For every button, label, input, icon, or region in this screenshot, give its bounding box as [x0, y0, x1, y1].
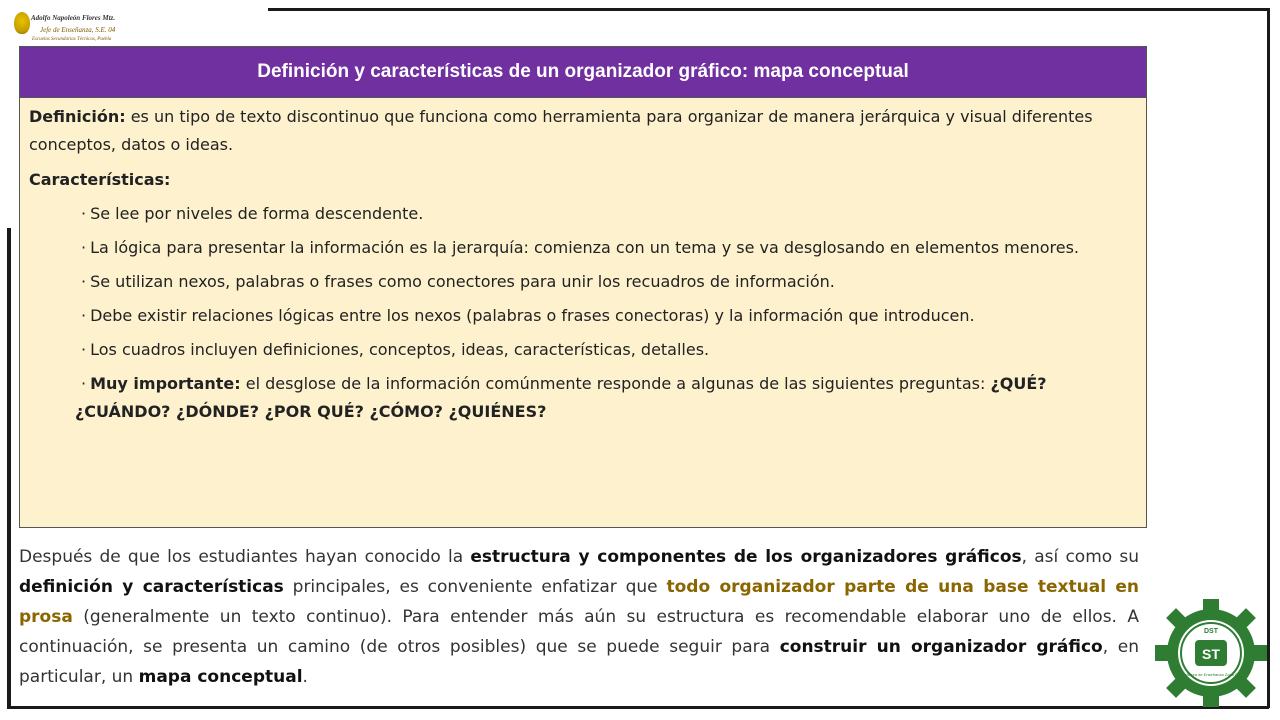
list-item: · Los cuadros incluyen definiciones, conceptos, ideas, características, detalles.: [81, 340, 710, 359]
frame-line-left: [7, 228, 11, 708]
definition-text: es un tipo de texto discontinuo que funciona como herramienta para organizar de manera jerárquica y visual diferentes conceptos, datos o ideas.: [29, 107, 1093, 154]
important-questions: ¿QUÉ? ¿CUÁNDO? ¿DÓNDE? ¿POR QUÉ? ¿CÓMO? ¿QUIÉNES?: [75, 374, 1047, 421]
logo-role: Jefe de Enseñanza, S.E. 04: [40, 26, 116, 34]
important-text: el desglose de la información comúnmente responde a algunas de las siguientes preguntas:: [240, 374, 991, 393]
characteristics-list: [29, 200, 1132, 426]
gear-seal-graphic: [1152, 596, 1270, 710]
list-item: · La lógica para presentar la información es la jerarquía: comienza con un tema y se va desglosando en elementos menores.: [81, 238, 1080, 257]
list-item-important: · Muy importante: el desglose de la información comúnmente responde a algunas de las siguientes preguntas: ¿QUÉ? ¿CUÁNDO? ¿DÓNDE? ¿POR QUÉ? ¿CÓMO? ¿QUIÉNES?: [75, 374, 1047, 421]
frame-line-bottom: [7, 706, 1269, 709]
list-item: · Se utilizan nexos, palabras o frases como conectores para unir los recuadros de información.: [81, 272, 835, 291]
logo-badge-icon: [14, 12, 30, 34]
definition-label: Definición:: [29, 107, 126, 126]
frame-line-top: [268, 8, 1268, 11]
characteristics-label: Características:: [29, 170, 171, 189]
list-item: · Se lee por niveles de forma descendente.: [81, 204, 424, 223]
author-logo: [14, 12, 114, 46]
important-label: Muy importante:: [90, 374, 241, 393]
svg-text:ST: ST: [1202, 646, 1220, 662]
box-title: Definición y características de un organizador gráfico: mapa conceptual: [20, 47, 1146, 98]
list-item: · Debe existir relaciones lógicas entre los nexos (palabras o frases conectoras) y la información que introducen.: [81, 306, 975, 325]
logo-institution: Escuelas Secundarias Técnicas, Puebla: [32, 37, 112, 42]
explanation-paragraph: Después de que los estudiantes hayan conocido la estructura y componentes de los organizadores gráficos, así como su definición y características principales, es conveniente enfatizar que todo organizador parte de una base textual en prosa (generalmente un texto continuo). Para entender más aún su estructura es recomendable elaborar uno de ellos. A continuación, se presenta un camino (de otros posibles) que se puede seguir para construir un organizador gráfico, en particular, un mapa conceptual.: [19, 547, 1140, 687]
logo-name: Adolfo Napoleón Flores Mtz.: [31, 14, 116, 22]
definition-paragraph: [29, 103, 1132, 159]
definition-box: [19, 46, 1147, 528]
box-body: [20, 98, 1146, 426]
seal-top-text: DST: [1204, 628, 1218, 635]
dst-seal-icon: [1152, 596, 1270, 710]
emphasis-text: todo organizador parte de una base textual en prosa: [19, 577, 1140, 627]
seal-bottom-text: Jefatura de Enseñanza Zona 04: [1182, 672, 1240, 677]
